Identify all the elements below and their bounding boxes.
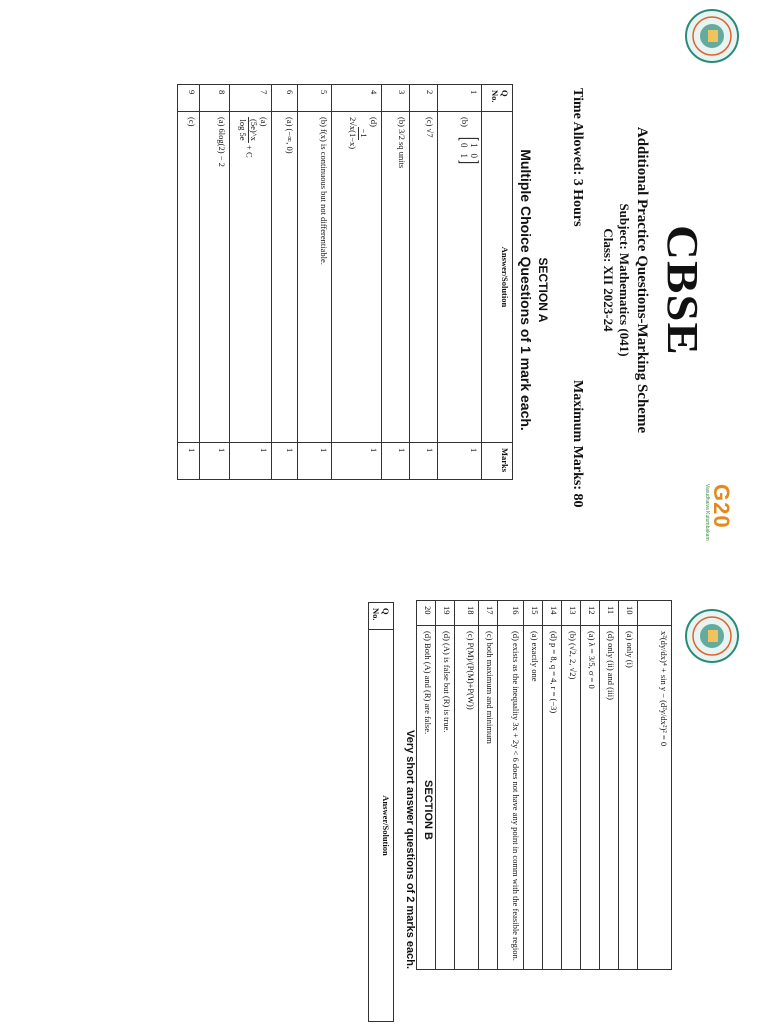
table-row [436, 601, 455, 970]
table-header-row [482, 85, 513, 480]
qno-cell: 6 [272, 85, 298, 112]
answer-cell: (a) λ = 3/5, σ = 0 [581, 626, 600, 970]
qno-cell: 14 [543, 601, 562, 626]
qno-cell: 5 [298, 85, 332, 112]
table-row [619, 601, 638, 970]
answer-cell: (a) 6log(2) − 2 [200, 112, 230, 443]
answer-cell: (b) (√2, 2, √2) [562, 626, 581, 970]
qno-cell: 1 [438, 85, 482, 112]
table-row [438, 85, 482, 480]
marks-header: Marks [482, 443, 513, 480]
answer-cell: (d) only (ii) and (iii) [600, 626, 619, 970]
answer-cell: (b) f(x) is continuous but not differentiable. [298, 112, 332, 443]
table-row [524, 601, 543, 970]
section-a-subtitle: Multiple Choice Questions of 1 mark each. [518, 149, 534, 431]
table-row [178, 85, 200, 480]
marks-cell: 1 [382, 443, 410, 480]
answer-header: Answer/Solution [369, 630, 394, 1022]
table-row [272, 85, 298, 480]
section-a-continued-table [416, 600, 672, 970]
table-row [600, 601, 619, 970]
qno-cell: 11 [600, 601, 619, 626]
qno-cell: 18 [455, 601, 479, 626]
qno-cell: 15 [524, 601, 543, 626]
qno-cell: 16 [498, 601, 524, 626]
marks-cell: 1 [438, 443, 482, 480]
qno-cell: 12 [581, 601, 600, 626]
table-row [498, 601, 524, 970]
board-title: CBSE [658, 224, 707, 356]
qno-cell: 3 [382, 85, 410, 112]
marks-cell: 1 [332, 443, 382, 480]
marks-cell: 1 [230, 443, 272, 480]
document-title: Additional Practice Questions-Marking Scheme [634, 126, 650, 434]
fraction-answer: −1 2√x(1−x) [348, 117, 369, 150]
marks-cell: 1 [298, 443, 332, 480]
answer-cell: (c) P(M)/(P(M)+P(W)) [455, 626, 479, 970]
qno-cell: 17 [479, 601, 498, 626]
qno-cell: 13 [562, 601, 581, 626]
answer-cell: (b) [ 1 0 0 1 ] [438, 112, 482, 443]
table-row [638, 601, 672, 970]
answer-cell: (d) (A) is false but (R) is true. [436, 626, 455, 970]
table-row [332, 85, 382, 480]
matrix-answer: [ 1 0 0 1 ] [456, 137, 482, 165]
answer-cell: (b) 3/2 sq units [382, 112, 410, 443]
answer-cell: x²(dy/dx)⁴ + sin y − (d²y/dx²)² = 0 [638, 626, 672, 970]
answer-cell: (c) both maximum and minimum [479, 626, 498, 970]
answer-header: Answer/Solution [482, 112, 513, 443]
qno-cell: 2 [410, 85, 438, 112]
table-row [382, 85, 410, 480]
table-row [562, 601, 581, 970]
g20-logo [684, 484, 734, 554]
table-row [230, 85, 272, 480]
answer-cell: (d) exists as the inequality 3x + 2y < 6 does not have any point in comm with the feasible region. [498, 626, 524, 970]
maximum-marks: Maximum Marks: 80 [570, 380, 585, 508]
qno-cell: 10 [619, 601, 638, 626]
fraction-answer: (5e)^x log 5e [238, 119, 259, 141]
class-line: Class: XII 2023-24 [601, 228, 616, 332]
cbse-logo [684, 608, 740, 664]
table-row [479, 601, 498, 970]
answer-cell: (a) exactly one [524, 626, 543, 970]
qno-cell: 7 [230, 85, 272, 112]
table-row [298, 85, 332, 480]
qno-header: Q No. [369, 603, 394, 630]
section-b-answer-table [368, 602, 394, 1022]
answer-cell: (a) (5e)^x log 5e + C [230, 112, 272, 443]
table-row [200, 85, 230, 480]
answer-cell: (c) [178, 112, 200, 443]
answer-cell: (a) only (i) [619, 626, 638, 970]
table-row [455, 601, 479, 970]
table-row [581, 601, 600, 970]
qno-header: Q No. [482, 85, 513, 112]
qno-cell: 8 [200, 85, 230, 112]
marks-cell: 1 [200, 443, 230, 480]
page-2-rotated-content [0, 600, 768, 1024]
marks-cell: 1 [410, 443, 438, 480]
qno-cell: 9 [178, 85, 200, 112]
section-a-answer-table [177, 84, 513, 480]
qno-cell: 20 [417, 601, 436, 626]
table-header-row [369, 603, 394, 1022]
section-a-title: SECTION A [536, 257, 550, 323]
subject-line: Subject: Mathematics (041) [617, 203, 632, 357]
document-page-2 [0, 600, 768, 1024]
qno-cell [638, 601, 672, 626]
answer-cell: (d) −1 2√x(1−x) [332, 112, 382, 443]
table-row [543, 601, 562, 970]
g20-logo-text: G20 [709, 484, 734, 529]
cbse-logo [684, 8, 740, 64]
section-b-title: SECTION B [422, 780, 434, 840]
section-b-subtitle: Very short answer questions of 2 marks each. [404, 730, 416, 970]
answer-cell: (a) (−∞, 0) [272, 112, 298, 443]
qno-cell: 4 [332, 85, 382, 112]
table-row [410, 85, 438, 480]
answer-cell: (c) √7 [410, 112, 438, 443]
marks-cell: 1 [272, 443, 298, 480]
answer-cell: (d) p = 8, q = 4, r = (−3) [543, 626, 562, 970]
answer-cell: (d) Both (A) and (R) are false. [417, 626, 436, 970]
time-allowed: Time Allowed: 3 Hours [570, 88, 585, 227]
qno-cell: 19 [436, 601, 455, 626]
marks-cell: 1 [178, 443, 200, 480]
g20-logo-subtext: Vasudhaiva Kutumbakam [704, 484, 710, 541]
